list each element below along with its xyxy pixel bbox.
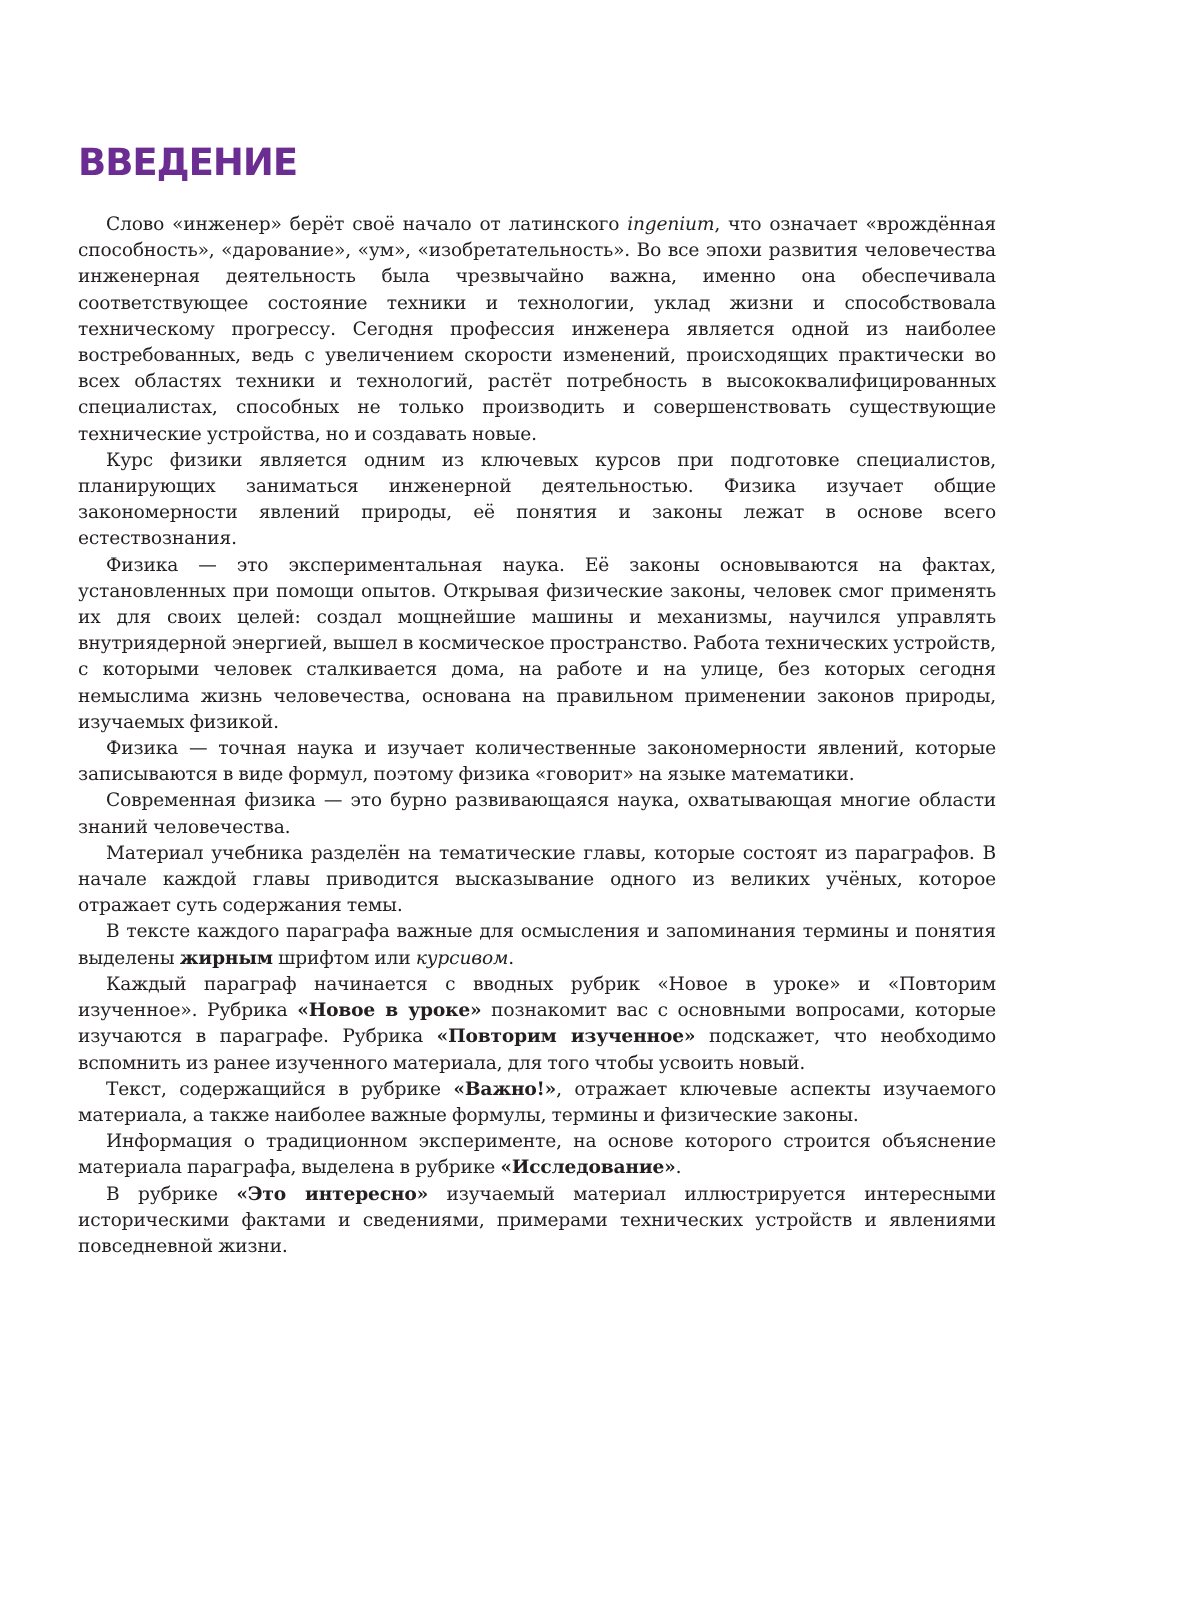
text-run: Текст, содержащийся в рубрике xyxy=(106,1078,454,1100)
paragraph xyxy=(78,1129,996,1181)
bold-term: «Новое в уроке» xyxy=(297,1000,482,1022)
text-run: . xyxy=(675,1157,682,1179)
text-run: . xyxy=(508,947,515,969)
text-run: познакомит вас с основными вопросами, которые изучаются в параграфе. Рубрика xyxy=(78,1000,996,1048)
text-run: Современная физика — это бурно развивающаяся наука, охватывающая многие области знаний человечества. xyxy=(78,790,996,838)
text-run: , отражает ключевые аспекты изучаемого материала, а также наиболее важные формулы, термины и физические законы. xyxy=(78,1078,997,1126)
page-title: ВВЕДЕНИЕ xyxy=(78,141,298,184)
body-text xyxy=(78,212,996,1260)
text-run: , что означает «врождённая способность», «дарование», «ум», «изобретательность». Во все эпохи развития человечества инженерная деятельность была чрезвычайно важна, именно она обеспечивала соответствующее состояние техники и технологии, уклад жизни и способствовала техническому прогрессу. Сегодня профессия инженера является одной из наиболее востребованных, ведь с увеличением скорости изменений, происходящих практически во всех областях техники и технологий, растёт потребность в высококвалифицированных специалистах, способных не только производить и совершенствовать существующие технические устройства, но и создавать новые. xyxy=(78,214,996,445)
text-run: В рубрике xyxy=(106,1183,237,1205)
paragraph xyxy=(78,841,996,920)
text-run: Слово «инженер» берёт своё начало от латинского xyxy=(106,214,628,235)
bold-term: жирным xyxy=(179,947,273,969)
paragraph xyxy=(78,553,996,736)
paragraph xyxy=(78,736,996,788)
paragraph xyxy=(78,919,996,971)
paragraph xyxy=(78,448,996,553)
text-run: В тексте каждого параграфа важные для осмысления и запоминания термины и понятия выделены xyxy=(78,921,996,969)
bold-term: «Это интересно» xyxy=(236,1183,429,1205)
text-run: Курс физики является одним из ключевых курсов при подготовке специалистов, планирующих заниматься инженерной деятельностью. Физика изучает общие закономерности явлений природы, её понятия и законы лежат в основе всего естествознания. xyxy=(78,449,996,550)
paragraph xyxy=(78,972,996,1077)
bold-term: «Важно!» xyxy=(453,1078,557,1100)
text-run: подскажет, что необходимо вспомнить из ранее изученного материала, для того чтобы усвоить новый. xyxy=(78,1026,996,1074)
italic-term: курсивом xyxy=(415,947,509,969)
text-run: Каждый параграф начинается с вводных рубрик «Новое в уроке» и «Повторим изученное». Рубрика xyxy=(78,973,996,1022)
paragraph xyxy=(78,212,996,448)
paragraph xyxy=(78,1182,996,1261)
paragraph xyxy=(78,788,996,840)
text-run: шрифтом или xyxy=(272,947,416,969)
italic-term: ingenium xyxy=(627,214,715,235)
text-run: изучаемый материал иллюстрируется интересными историческими фактами и сведениями, примерами технических устройств и явлениями повседневной жизни. xyxy=(78,1183,997,1257)
text-run: Материал учебника разделён на тематические главы, которые состоят из параграфов. В начале каждой главы приводится высказывание одного из великих учёных, которое отражает суть содержания темы. xyxy=(78,842,996,917)
text-run: Информация о традиционном эксперименте, на основе которого строится объяснение материала параграфа, выделена в рубрике xyxy=(78,1131,996,1179)
bold-term: «Повторим изученное» xyxy=(436,1026,696,1048)
paragraph xyxy=(78,1077,996,1129)
text-run: Физика — точная наука и изучает количественные закономерности явлений, которые записываются в виде формул, поэтому физика «говорит» на языке математики. xyxy=(78,738,996,786)
bold-term: «Исследование» xyxy=(500,1157,676,1179)
text-run: Физика — это экспериментальная наука. Её законы основываются на фактах, установленных при помощи опытов. Открывая физические законы, человек смог применять их для своих целей: создал мощнейшие машины и механизмы, научился управлять внутриядерной энергией, вышел в космическое пространство. Работа технических устройств, с которыми человек сталкивается дома, на работе и на улице, без которых сегодня немыслима жизнь человечества, основана на правильном применении законов природы, изучаемых физикой. xyxy=(78,554,996,733)
